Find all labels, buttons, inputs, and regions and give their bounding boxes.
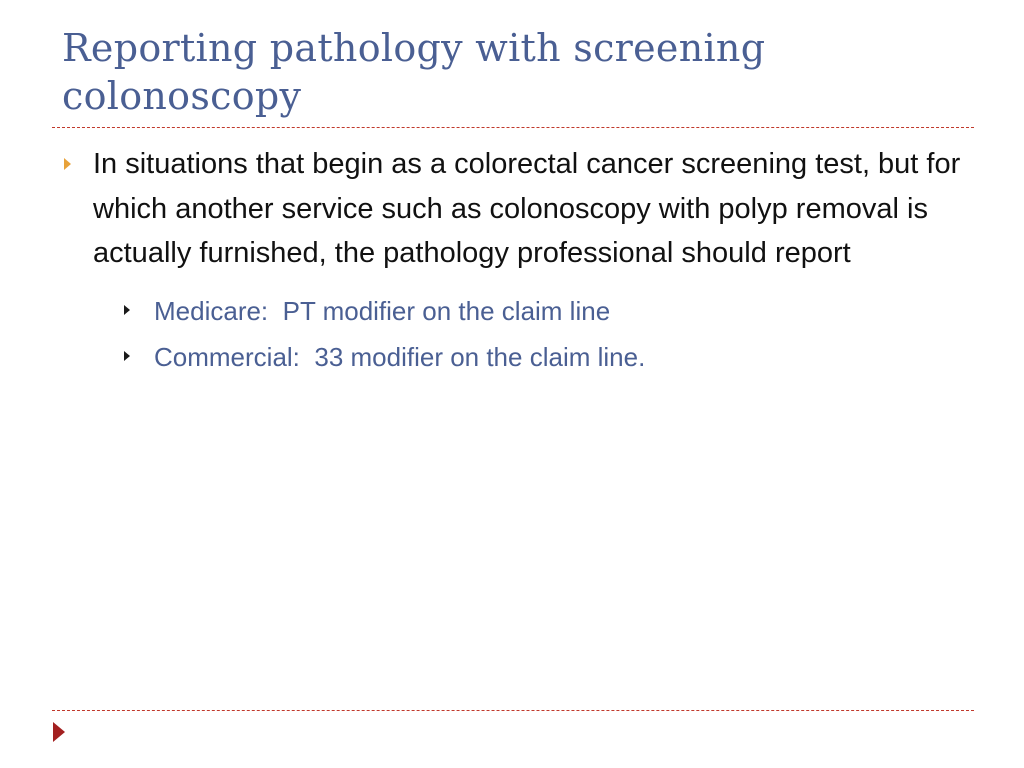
corner-triangle-icon <box>53 722 65 742</box>
sub-bullet-text: Commercial: 33 modifier on the claim line. <box>154 341 646 372</box>
sub-bullet-item-commercial <box>124 334 962 380</box>
bullet-item <box>62 142 962 380</box>
slide-title: Reporting pathology with screening colonoscopy <box>62 26 766 118</box>
title-divider <box>52 127 974 128</box>
footer-divider <box>52 710 974 711</box>
sub-bullet-arrow-icon <box>124 305 130 315</box>
sub-bullet-text: Medicare: PT modifier on the claim line <box>154 295 611 326</box>
bullet-text: In situations that begin as a colorectal cancer screening test, but for which another service such as colonoscopy with polyp removal is actually furnished, the pathology professional should report <box>93 148 961 269</box>
slide-content <box>62 142 962 380</box>
sub-bullet-item-medicare <box>124 288 962 334</box>
bullet-arrow-icon <box>64 158 71 170</box>
sub-bullet-arrow-icon <box>124 351 130 361</box>
sub-bullet-list <box>93 288 962 380</box>
